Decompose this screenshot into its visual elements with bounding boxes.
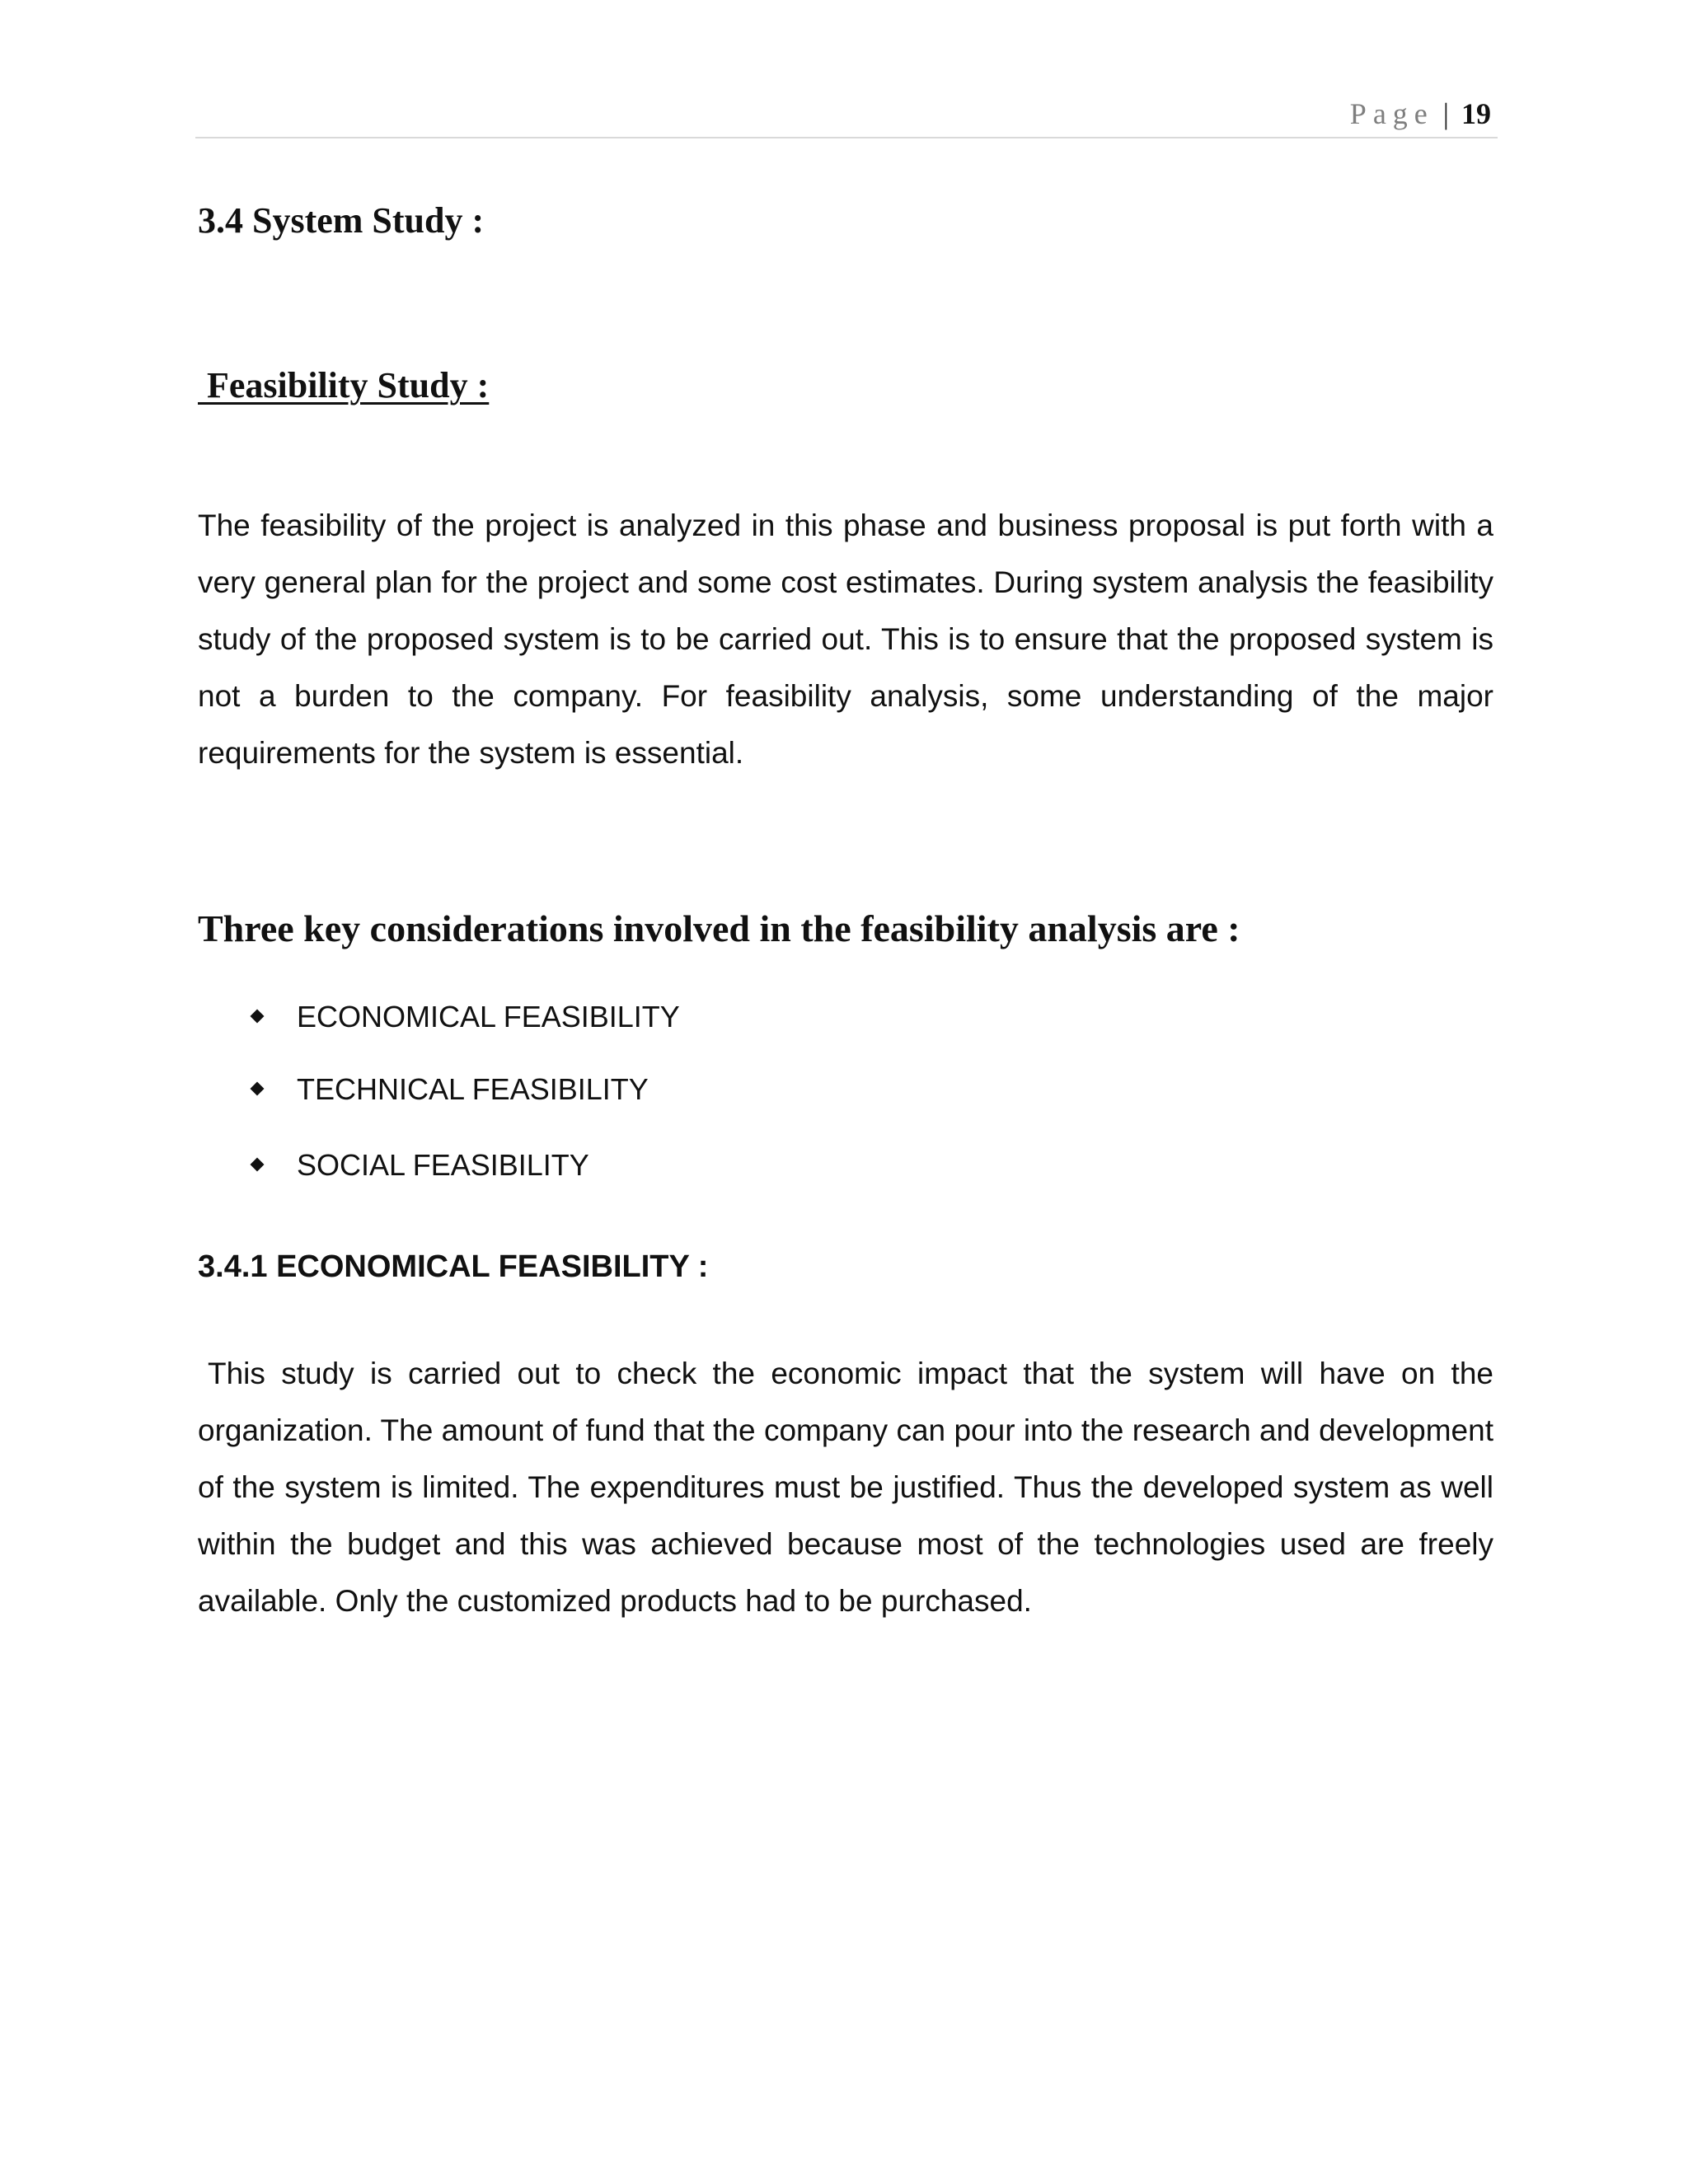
page-number-label: [1350, 97, 1491, 130]
economical-feasibility-heading: 3.4.1 ECONOMICAL FEASIBILITY :: [198, 1249, 709, 1284]
diamond-bullet-icon: [251, 1010, 265, 1024]
page-number: 19: [1461, 97, 1491, 130]
list-item-label: SOCIAL FEASIBILITY: [297, 1148, 589, 1182]
list-item-label: ECONOMICAL FEASIBILITY: [297, 1000, 680, 1033]
feasibility-study-heading: Feasibility Study :: [198, 365, 490, 405]
considerations-heading: Three key considerations involved in the feasibility analysis are :: [198, 907, 1240, 949]
page-word: Page: [1349, 97, 1434, 130]
section-title: 3.4 System Study :: [198, 200, 485, 241]
page-header: [195, 97, 1498, 138]
diamond-bullet-icon: [251, 1158, 265, 1172]
list-item-label: TECHNICAL FEASIBILITY: [297, 1072, 649, 1106]
feasibility-paragraph: The feasibility of the project is analyzed in this phase and business proposal is put forth with a very general plan for the project and some cost estimates. During system analysis the feasibility study of the proposed system is to be carried out. This is to ensure that the proposed system is not a burden to the company. For feasibility analysis, some understanding of the major requirements for the system is essential.: [198, 509, 1493, 770]
diamond-bullet-icon: [251, 1082, 265, 1096]
economical-feasibility-paragraph: This study is carried out to check the economic impact that the system will have on the organization. The amount of fund that the company can pour into the research and development of the system is limited. The expenditures must be justified. Thus the developed system as well within the budget and this was achieved because most of the technologies used are freely available. Only the customized products had to be purchased.: [198, 1357, 1493, 1618]
page-separator: |: [1442, 97, 1449, 130]
